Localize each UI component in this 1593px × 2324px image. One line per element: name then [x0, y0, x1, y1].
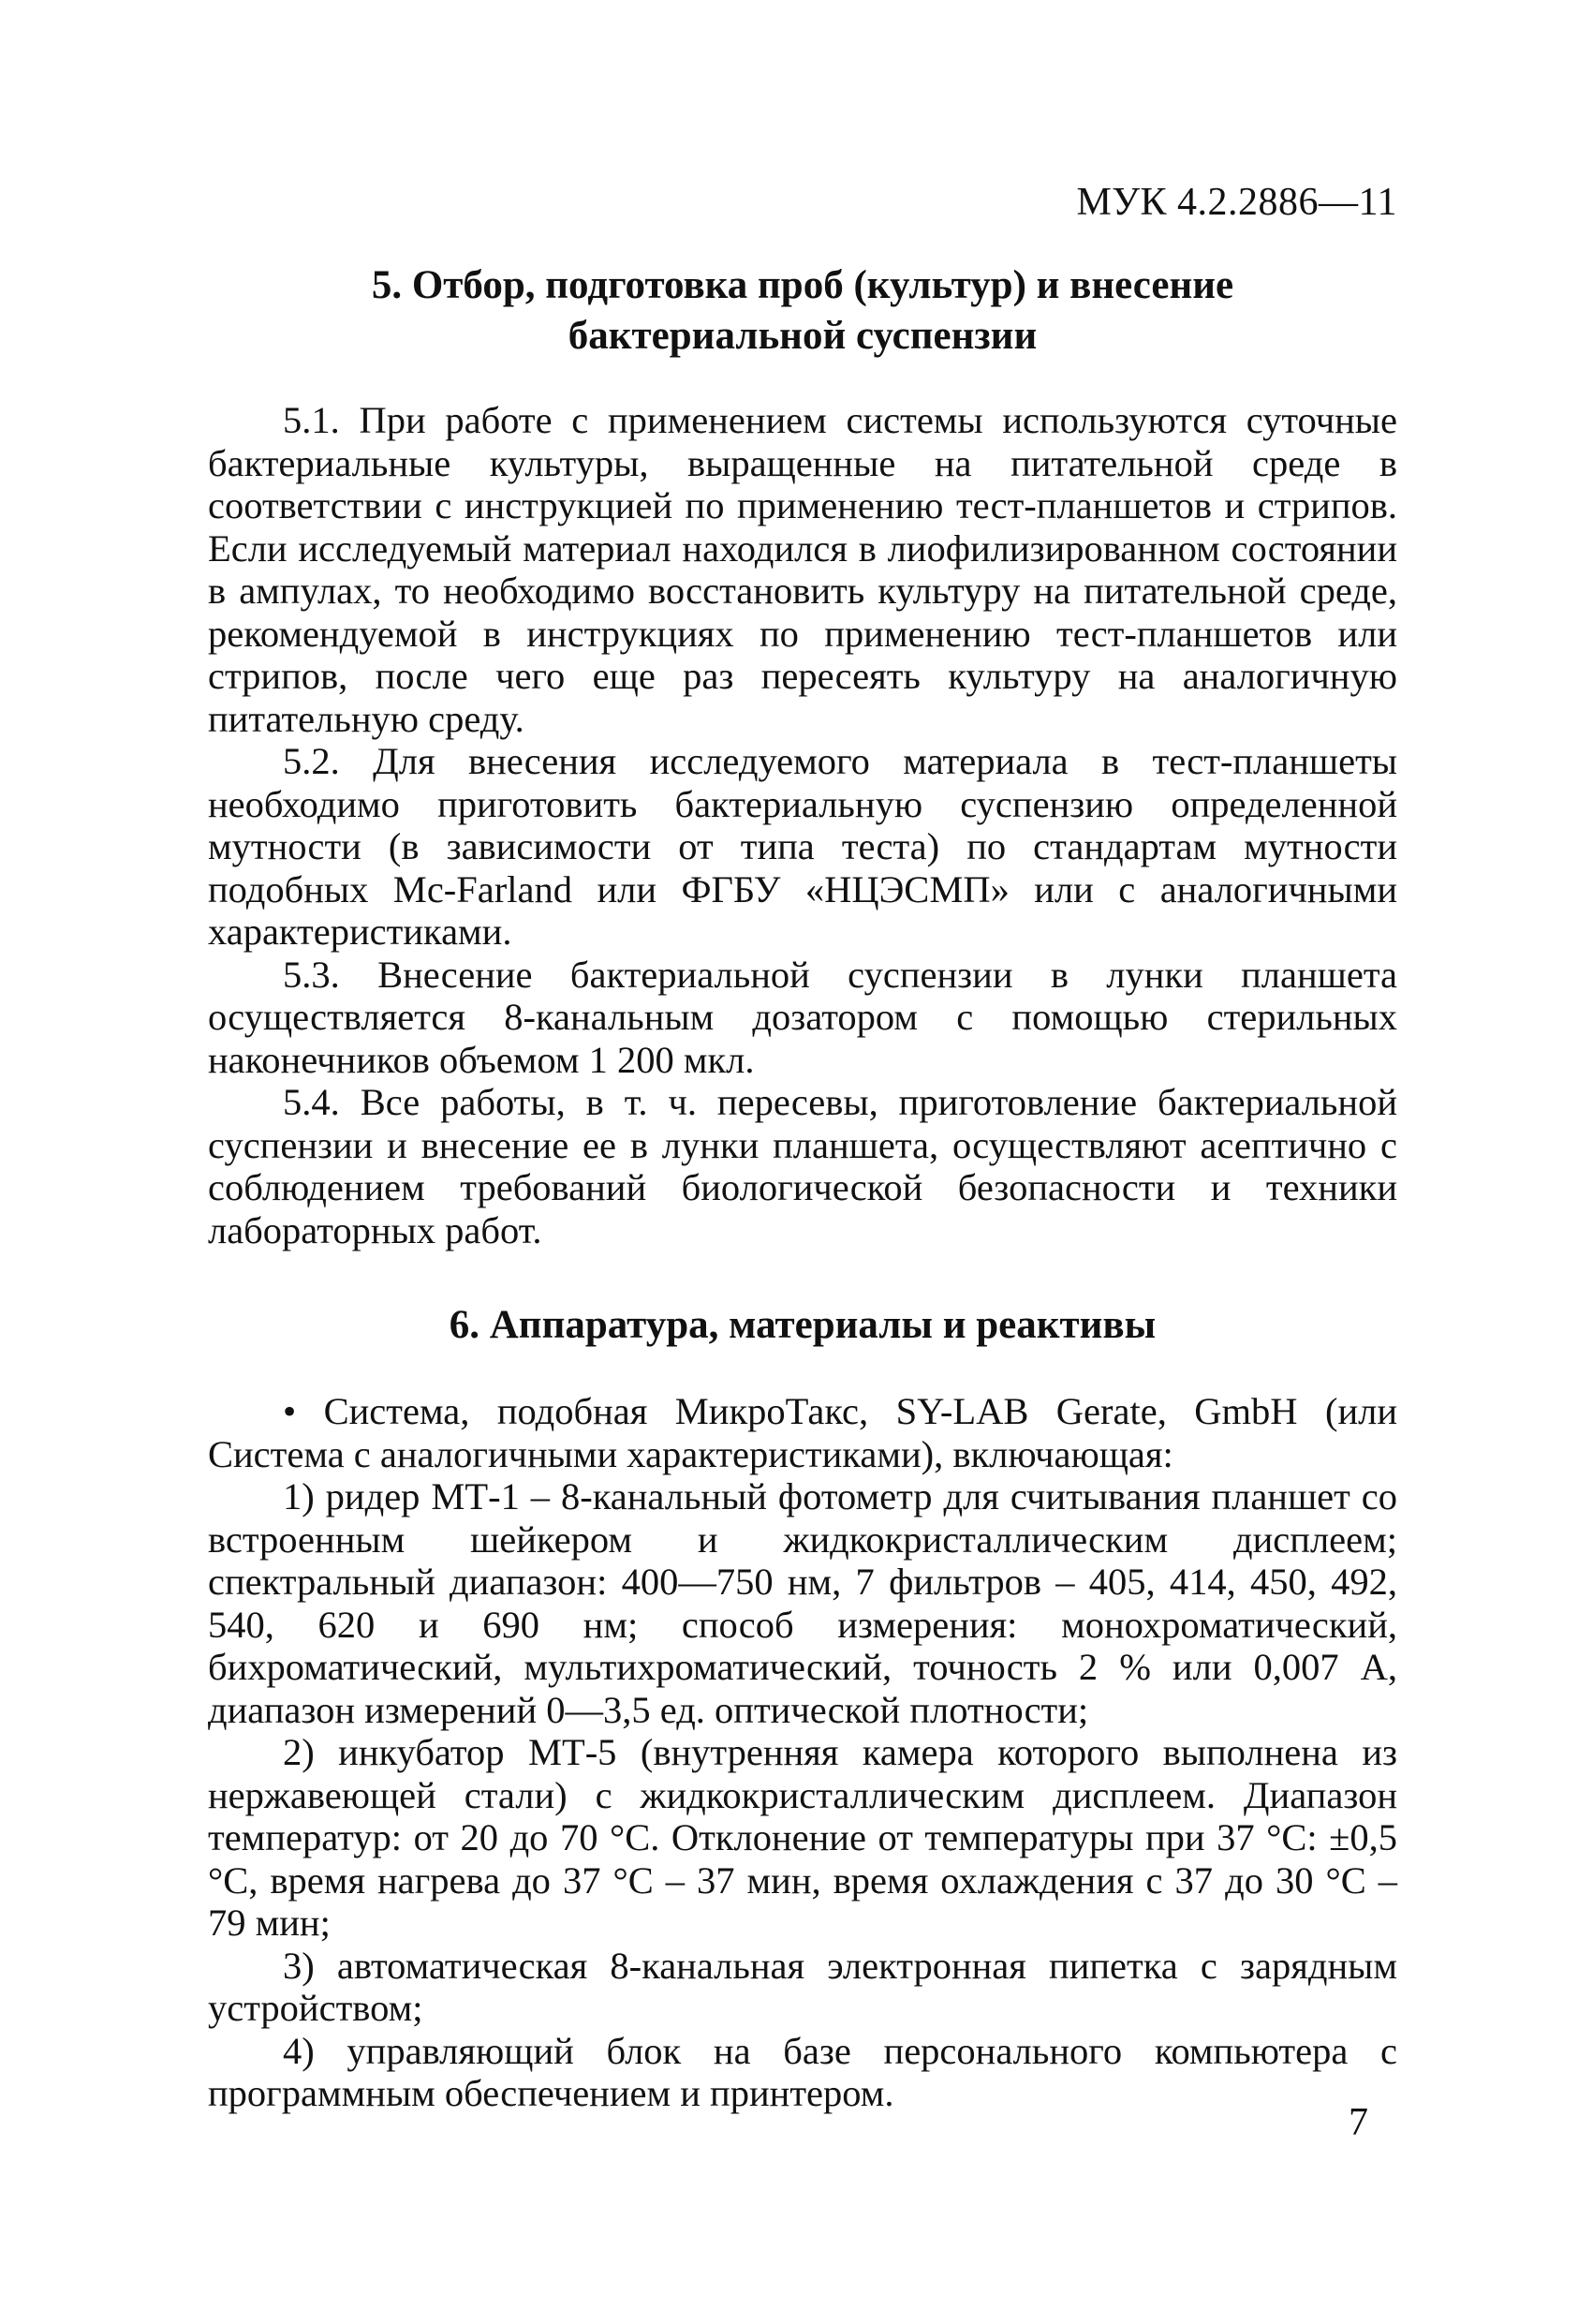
- section-5-title-line-2: бактериальной суспензии: [568, 314, 1038, 358]
- list-item-2: 2) инкубатор МТ-5 (внутренняя камера которого выполнена из нержавеющей стали) с жидкокристаллическим дисплеем. Диапазон температур: от 20 до 70 °С. Отклонение от температуры при 37 °С: ±0,5 °С, время нагрева до 37 °С – 37 мин, время охлаждения с 37 до 30 °С – 79 мин;: [208, 1731, 1397, 1944]
- list-item-4: 4) управляющий блок на базе персонального компьютера с программным обеспечением и принтером.: [208, 2029, 1397, 2114]
- section-6-intro: • Система, подобная МикроТакс, SY-LAB Gerate, GmbH (или Система с аналогичными характеристиками), включающая:: [208, 1390, 1397, 1475]
- list-item-1: 1) ридер МТ-1 – 8-канальный фотометр для считывания планшет со встроенным шейкером и жидкокристаллическим дисплеем; спектральный диапазон: 400—750 нм, 7 фильтров – 405, 414, 450, 492, 540, 620 и 690 нм; способ измерения: монохроматический, бихроматический, мультихроматический, точность 2 % или 0,007 А, диапазон измерений 0—3,5 ед. оптической плотности;: [208, 1475, 1397, 1731]
- section-5-title-line-1: 5. Отбор, подготовка проб (культур) и внесение: [371, 263, 1234, 307]
- page-number: 7: [1349, 2101, 1368, 2144]
- paragraph-5-1: 5.1. При работе с применением системы используются суточные бактериальные культуры, выращенные на питательной среде в соответствии с инструкцией по применению тест-планшетов и стрипов. Если исследуемый материал находился в лиофилизированном состоянии в ампулах, то необходимо восстановить культуру на питательной среде, рекомендуемой в инструкциях по применению тест-планшетов или стрипов, после чего еще раз пересеять культуру на аналогичную питательную среду.: [208, 399, 1397, 740]
- document-code: МУК 4.2.2886—11: [1076, 181, 1397, 224]
- paragraph-5-4: 5.4. Все работы, в т. ч. пересевы, приготовление бактериальной суспензии и внесение ее в лунки планшета, осуществляют асептично с соблюдением требований биологической безопасности и техники лабораторных работ.: [208, 1081, 1397, 1251]
- section-5-body: [208, 399, 1397, 1251]
- paragraph-5-2: 5.2. Для внесения исследуемого материала в тест-планшеты необходимо приготовить бактериальную суспензию определенной мутности (в зависимости от типа теста) по стандартам мутности подобных Mc-Farland или ФГБУ «НЦЭСМП» или с аналогичными характеристиками.: [208, 740, 1397, 953]
- section-6-title: 6. Аппаратура, материалы и реактивы: [449, 1303, 1157, 1347]
- list-item-3: 3) автоматическая 8-канальная электронная пипетка с зарядным устройством;: [208, 1944, 1397, 2029]
- paragraph-5-3: 5.3. Внесение бактериальной суспензии в лунки планшета осуществляется 8-канальным дозатором с помощью стерильных наконечников объемом 1 200 мкл.: [208, 953, 1397, 1081]
- section-6-body: [208, 1390, 1397, 2115]
- document-page: [208, 178, 1397, 2115]
- section-5-title: [208, 260, 1397, 362]
